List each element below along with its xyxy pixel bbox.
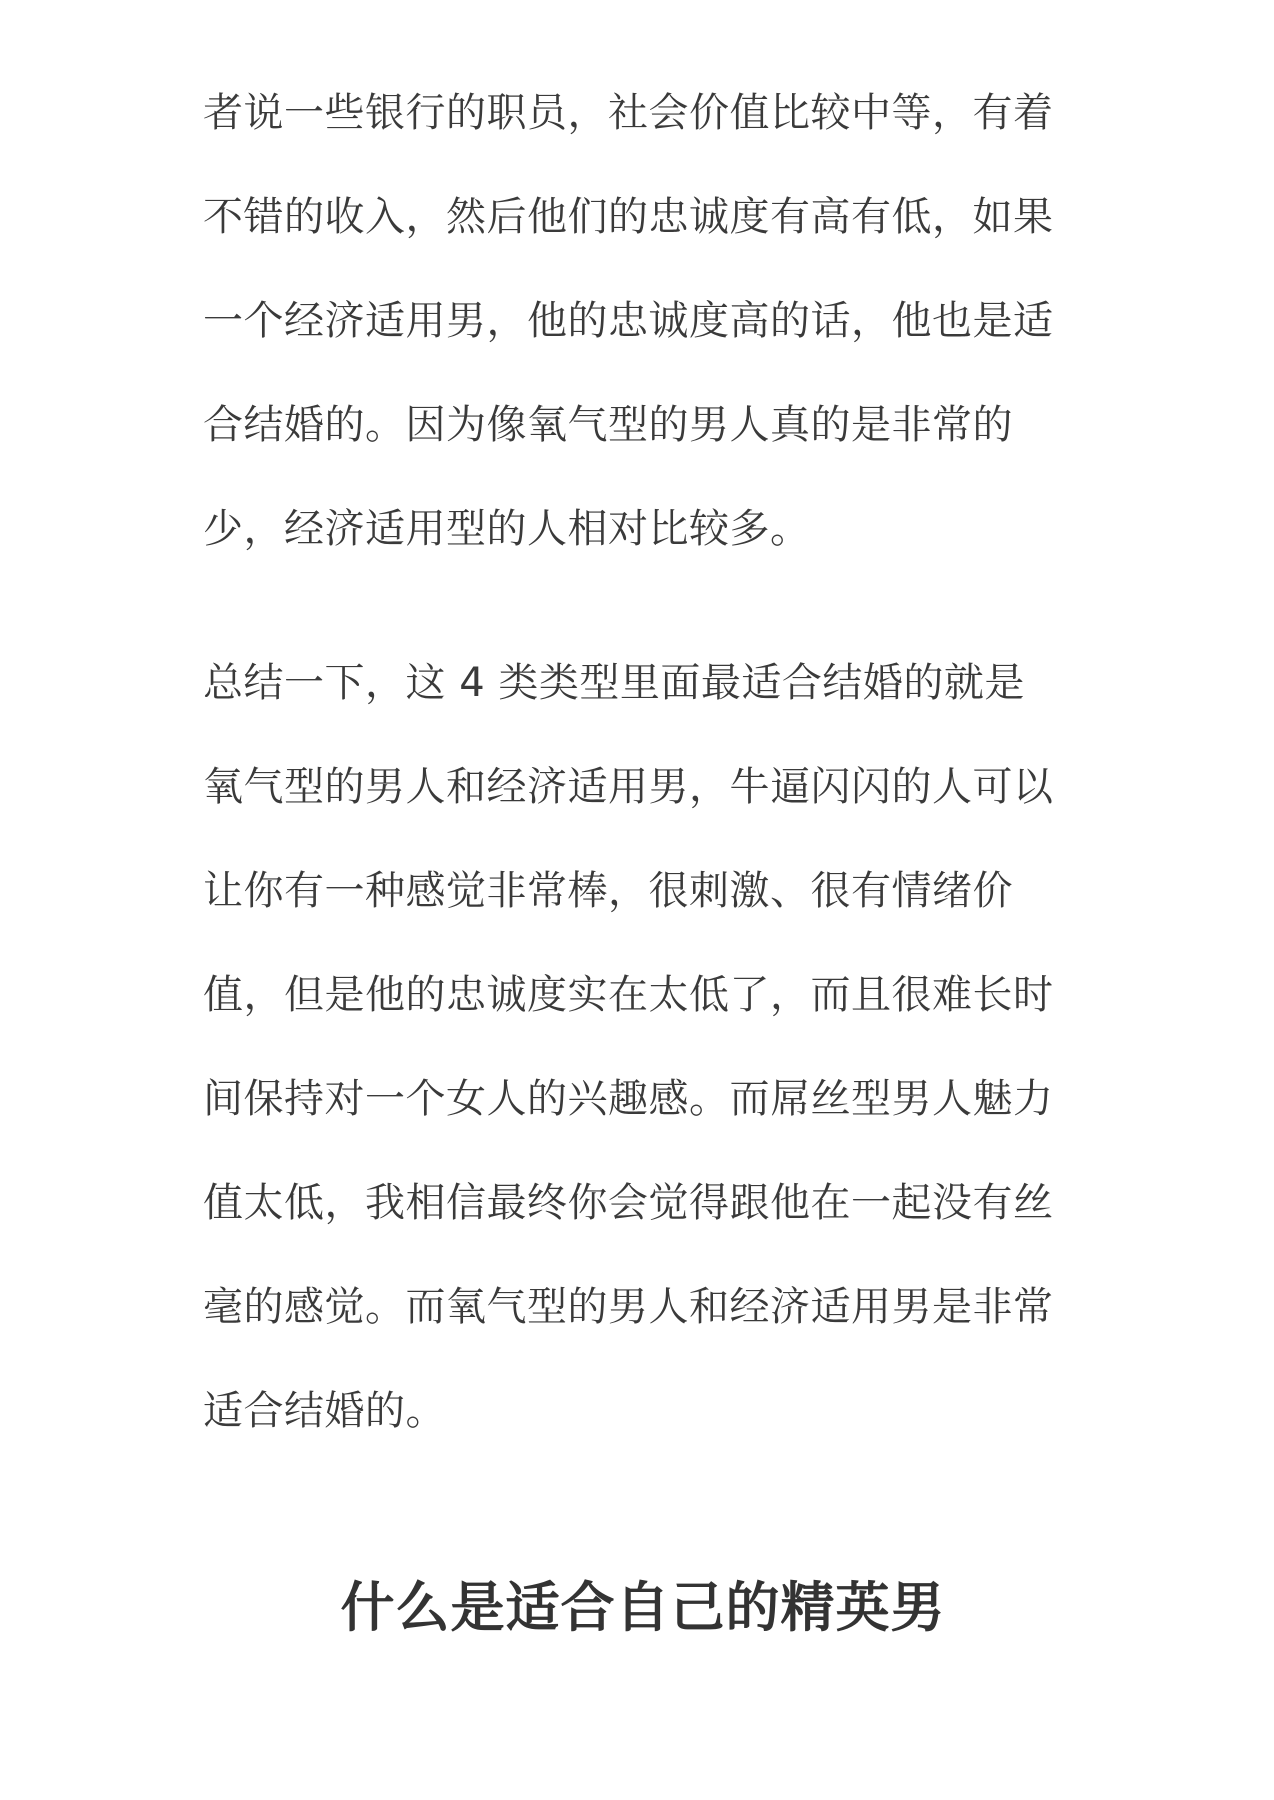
paragraph-1-line: 不错的收入，然后他们的忠诚度有高有低，如果 (203, 194, 1054, 240)
paragraph-1-line: 合结婚的。因为像氧气型的男人真的是非常的 (203, 402, 1013, 448)
paragraph-2-line: 适合结婚的。 (203, 1388, 446, 1434)
paragraph-2-line: 毫的感觉。而氧气型的男人和经济适用男是非常 (203, 1284, 1054, 1330)
paragraph-1-line: 少，经济适用型的人相对比较多。 (203, 506, 811, 552)
paragraph-2-line: 总结一下，这 4 类类型里面最适合结婚的就是 (203, 660, 1025, 706)
paragraph-1-line: 者说一些银行的职员，社会价值比较中等，有着 (203, 90, 1054, 136)
paragraph-2-line: 让你有一种感觉非常棒，很刺激、很有情绪价 (203, 868, 1013, 914)
paragraph-1-line: 一个经济适用男，他的忠诚度高的话，他也是适 (203, 298, 1054, 344)
section-heading: 什么是适合自己的精英男 (340, 1576, 946, 1639)
paragraph-2-line: 氧气型的男人和经济适用男，牛逼闪闪的人可以 (203, 764, 1054, 810)
paragraph-2-line: 值，但是他的忠诚度实在太低了，而且很难长时 (203, 972, 1054, 1018)
paragraph-2-line: 间保持对一个女人的兴趣感。而屌丝型男人魅力 (203, 1076, 1054, 1122)
paragraph-2-line: 值太低，我相信最终你会觉得跟他在一起没有丝 (203, 1180, 1054, 1226)
